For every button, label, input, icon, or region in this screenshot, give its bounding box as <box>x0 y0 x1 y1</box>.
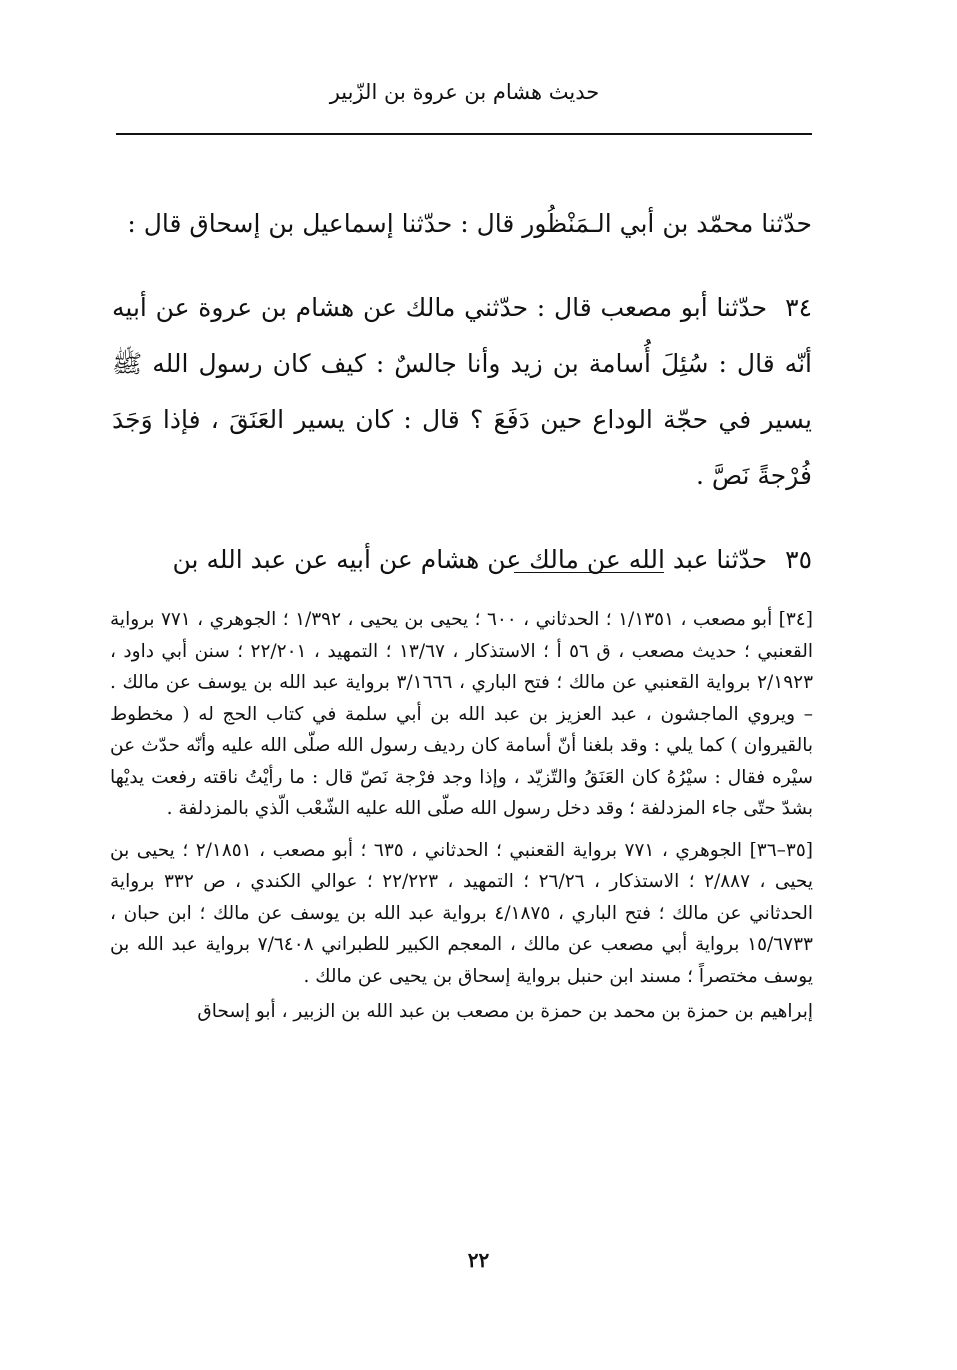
page-number: ٢٢ <box>467 1248 490 1272</box>
footnote-text: أبو مصعب ، ١/١٣٥١ ؛ الحدثاني ، ٦٠٠ ؛ يحيى بن يحيى ، ١/٣٩٢ ؛ الجوهري ، ٧٧١ برواية القعنبي ؛ حديث مصعب ، ق ٥٦ أ ؛ الاستذكار ، ١٣/٦٧ ؛ التمهيد ، ٢٢/٢٠١ ؛ سنن أبي داود ، ٢/١٩٢٣ برواية القعنبي عن مالك ؛ فتح الباري ، ٣/١٦٦٦ برواية عبد الله بن يوسف عن مالك . – ويروي الماجشون ، عبد العزيز بن عبد الله بن أبي سلمة في كتاب الحج له ( مخطوط بالقيروان ) كما يلي : وقد بلغنا أنّ أسامة كان رديف رسول الله صلّى الله عليه وأنّه حدّث عن سيْره فقال : سيْرُهُ كان العَنَقُ والتّزيّد ، وإذا وجد فرْجة نَصّ قال : ما رأيْتُ ناقته رفعت يديْها بشدّ حتّى جاء المزدلفة ؛ وقد دخل رسول الله صلّى الله عليه الشّعْب الّذي بالمزدلفة . <box>110 609 814 819</box>
footnotes <box>110 604 813 1028</box>
footnote-35-36 <box>110 835 813 993</box>
isnad-intro: حدّثنا محمّد بن أبي الـمَنْظُور قال : حدّثنا إسماعيل بن إسحاق قال : <box>127 209 812 238</box>
footnote-ref: [٣٤] <box>778 609 813 630</box>
hadith-number: ٣٤ <box>785 293 812 322</box>
hadith-35 <box>112 532 812 588</box>
footnote-text: الجوهري ، ٧٧١ برواية القعنبي ؛ الحدثاني ، ٦٣٥ ؛ أبو مصعب ، ٢/١٨٥١ ؛ يحيى بن يحيى ، ٢/٨٨٧ ؛ الاستذكار ، ٢٦/٢٦ ؛ التمهيد ، ٢٢/٢٢٣ ؛ عوالي الكندي ، ص ٣٣٢ برواية الحدثاني عن مالك ؛ فتح الباري ، ٤/١٨٧٥ برواية عبد الله بن يوسف عن مالك ؛ ابن حبان ، ١٥/٦٧٣٣ برواية أبي مصعب عن مالك ، المعجم الكبير للطبراني ٧/٦٤٠٨ برواية عبد الله بن يوسف مختصراً ؛ مسند ابن حنبل برواية إسحاق بن يحيى عن مالك . <box>110 839 814 987</box>
footnote-ref: [٣٥–٣٦] <box>749 839 813 861</box>
main-text <box>112 196 812 588</box>
hadith-text: حدّثنا أبو مصعب قال : حدّثني مالك عن هشام بن عروة عن أبيه أنّه قال : سُئِلَ أُسامة بن زيد وأنا جالسٌ : كيف كان رسول الله ﷺ يسير في حجّة الوداع حين دَفَعَ ؟ قال : كان يسير العَنَقَ ، فإذا وَجَدَ فُرْجةً نَصَّ . <box>112 293 812 490</box>
hadith-text: حدّثنا عبد الله عن مالك عن هشام عن أبيه عن عبد الله بن <box>172 545 768 574</box>
footnote-34 <box>110 604 813 825</box>
running-title: حديث هشام بن عروة بن الزّبير <box>329 80 600 104</box>
footnote-rule <box>514 572 664 573</box>
hadith-34 <box>112 280 812 504</box>
hadith-number: ٣٥ <box>785 545 812 574</box>
header-rule <box>116 133 812 135</box>
footnote-continuation: إبراهيم بن حمزة بن محمد بن حمزة بن مصعب بن عبد الله بن الزبير ، أبو إسحاق <box>197 1001 813 1022</box>
